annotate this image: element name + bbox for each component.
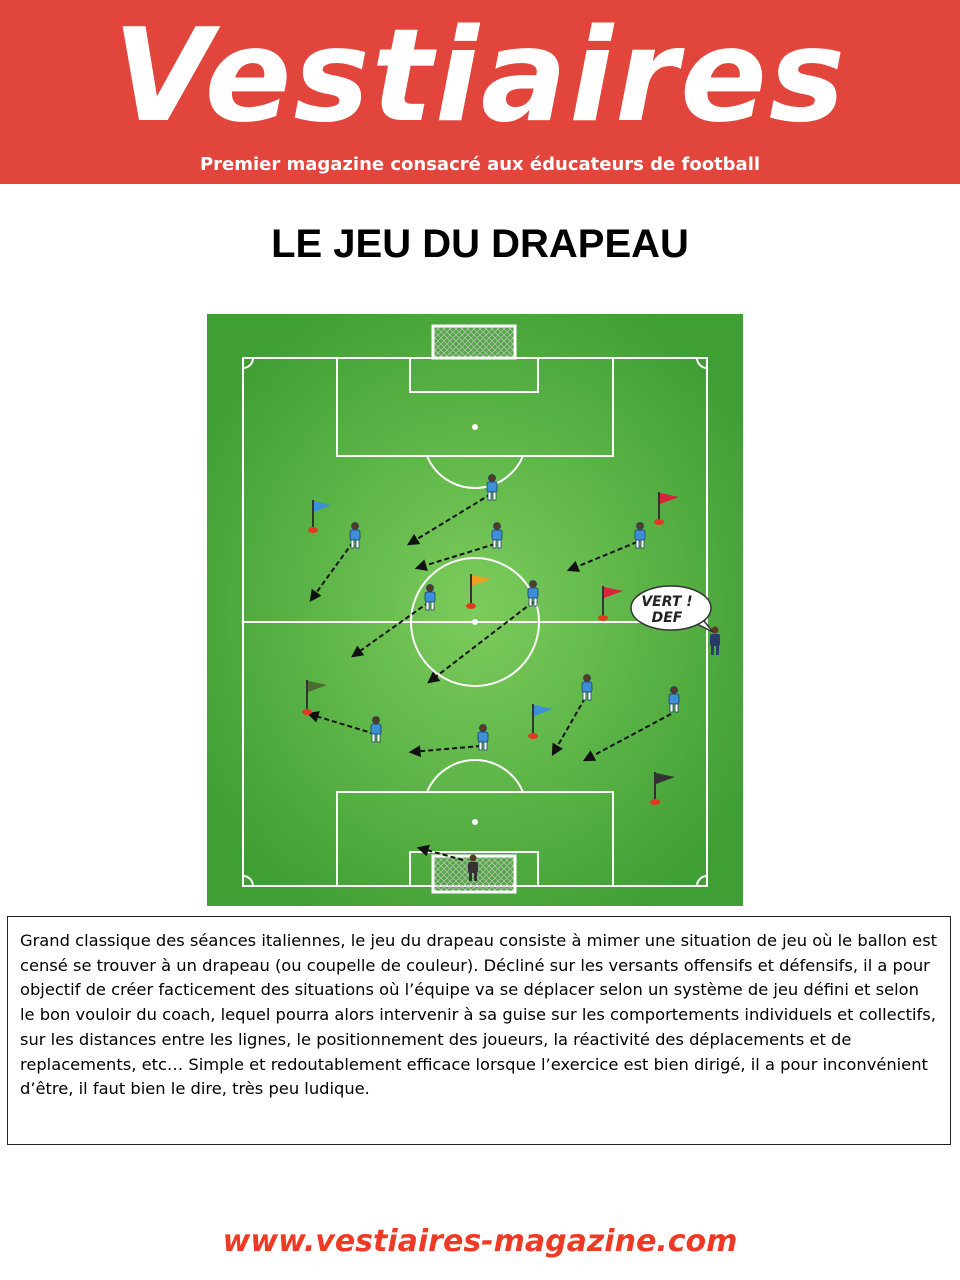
magazine-banner [0,0,960,184]
center-spot [472,619,478,625]
magazine-tagline: Premier magazine consacré aux éducateurs de football [199,154,761,175]
pitch-diagram [207,314,743,906]
footer-url[interactable]: www.vestiaires-magazine.com [222,1224,738,1259]
description-box [7,916,951,1145]
description-text: Grand classique des séances italiennes, le jeu du drapeau consiste à mimer une situation de jeu où le ballon est censé se trouver à un drapeau (ou coupelle de couleur). Décliné sur les versants offensifs et défensifs, il a pour objectif de créer facticement des situations où l’équipe va se déplacer selon un système de jeu défini et selon le bon vouloir du coach, lequel pourra alors intervenir à sa guise sur les comportements individuels et collectifs, sur les distances entre les lignes, le positionnement des joueurs, la réactivité des déplacements et de replacements, etc… Simple et redoutablement efficace lorsque l’exercice est bien dirigé, il a pour inconvénient d’être, il faut bien le dire, très peu ludique. [20,931,938,1099]
page-title: LE JEU DU DRAPEAU [271,222,689,266]
penalty-spot [472,819,478,825]
callout-line-1: VERT ! [641,594,693,610]
penalty-spot [472,424,478,430]
top-goal [433,326,515,358]
magazine-logo: Vestiaires [112,2,848,151]
callout-line-2: DEF [651,610,683,626]
